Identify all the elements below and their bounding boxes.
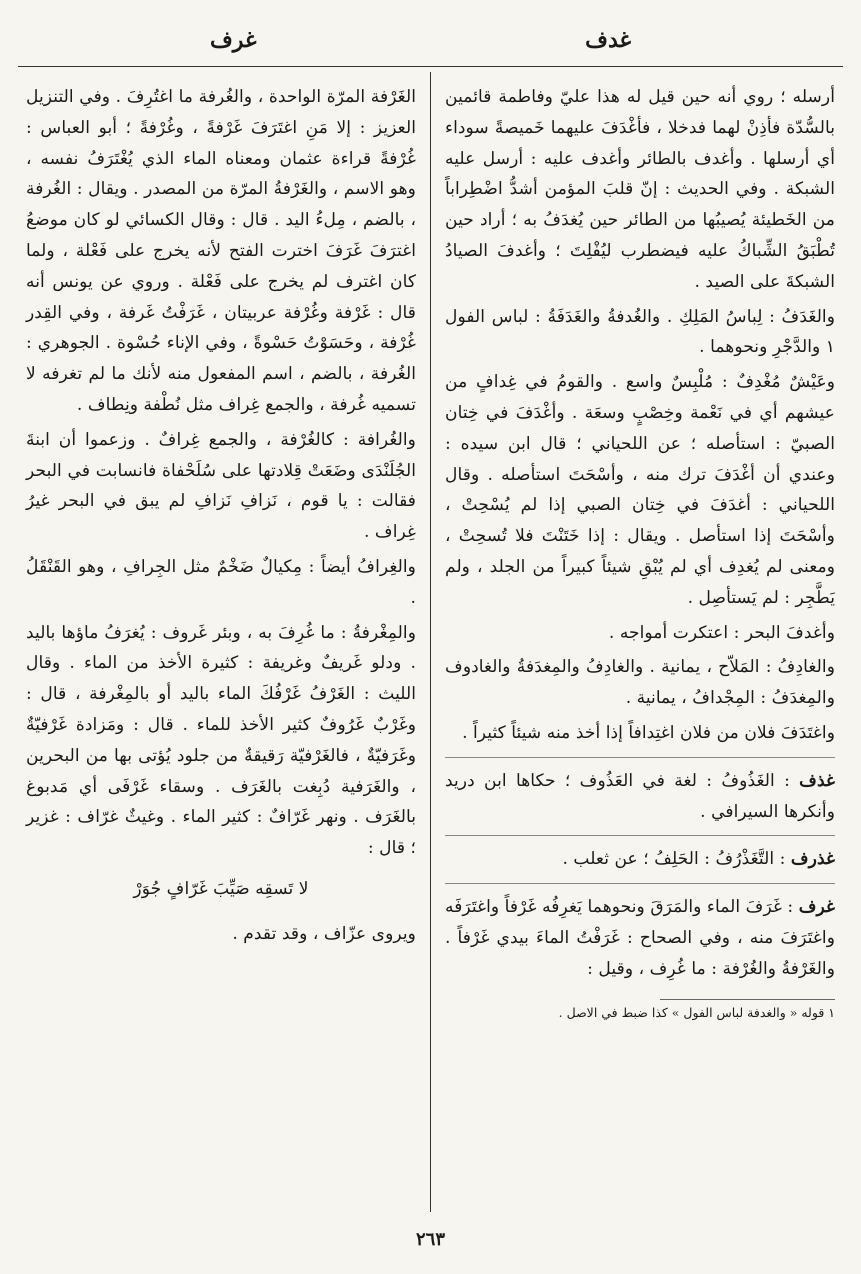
column-divider	[430, 72, 431, 1212]
entry-text: : الغَذُوفُ : لغة في العَذُوف ؛ حكاها ابن دريد وأنكرها السيرافي .	[445, 770, 835, 822]
right-column	[431, 72, 843, 1212]
paragraph: والغَدَفُ : لِباسُ المَلِكِ . والغُدفةُ والغَدَفَةُ : لباس الفول ١ والدَّجْرِ ونحوهما .	[445, 306, 835, 358]
paragraph: الغَرْفة المرّة الواحدة ، والغُرفة ما اغتُرِفَ . وفي التنزيل العزيز : إلا مَنِ اغتَرَفَ غَرْفةً ، وغُرْفةً ؛ أبو العباس : غُرْفةً قراءة عثمان ومعناه الماء الذي يُغْتَرَفُ نفسه ، وهو الاسم ، والغَرْفةُ المرّة من المصدر . ويقال : الغُرفة ، بالضم ، مِلءُ اليد . قال : وقال الكسائي لو كان موضعُ اغترَفَ غَرَفَ اخترت الفتح لأنه يخرج على فَعْلة ، ولما كان اغترف لم يخرج على فَعْلة . وروي عن يونس أنه قال : غَرْفة وغُرْفة عربيتان ، غَرَفْتُ غَرفة ، وفي القِدر غُرْفة ، وحَسَوْتُ حَسْوةً ، وفي الإناء حُسْوة . الجوهري : الغُرفة ، بالضم ، اسم المفعول منه لأنك ما لم تغرفه لا تسميه غُرفة ، والجمع غِراف مثل نُطْفة ونِطاف .	[26, 87, 416, 415]
entry	[445, 844, 835, 875]
paragraph: ويروى عزّاف ، وقد تقدم .	[232, 923, 416, 944]
header-left-word: غرف	[210, 27, 257, 53]
paragraph: وأغدفَ البحر : اعتكرت أمواجه .	[608, 622, 835, 643]
entry-separator	[445, 757, 835, 758]
header-rule	[18, 66, 843, 67]
page-number: ٢٦٣	[415, 1229, 445, 1250]
footnote: ١ قوله « والغدفة لباس الفول » كذا ضبط في الاصل .	[558, 1004, 835, 1020]
paragraph: والغِرافُ أيضاً : مِكيالٌ ضَخْمٌ مثل الجِرافِ ، وهو القَنْقَلُ .	[26, 556, 416, 608]
verse-line: لا تَسقِه صَيِّبَ غَرّافٍ جُوَرْ	[133, 878, 309, 899]
entry-headword: غذرف	[790, 849, 835, 870]
paragraph: أرسله ؛ روي أنه حين قيل له هذا عليّ وفاطمة قائمين بالسُّدّة فأذِنْ لهما فدخلا ، فأغْدَفَ عليهما خَميصةً سوداء أي أرسلها . وأغدف بالطائر وأغدف عليه : أرسل عليه الشبكة . وفي الحديث : إنّ قلبَ المؤمن أشدُّ اضْطِراباً من الخَطيئة يُصيبُها من الطائر حين يُغدَفُ به ؛ أراد حين تُطْبَقُ الشِّباكُ عليه فيضطرب ليُفْلِتَ ؛ وأغدفَ الصيادُ الشبكةَ على الصيد .	[445, 87, 835, 292]
entry-text: : التَّغَذْرُفُ : الحَلِفُ ؛ عن ثعلب .	[562, 849, 786, 870]
entry	[445, 766, 835, 828]
paragraph: واغتَدَفَ فلان من فلان اغتِدافاً إذا أخذ منه شيئاً كثيراً .	[462, 722, 835, 743]
footnote-rule	[660, 999, 836, 1000]
entry-headword: غذف	[799, 770, 835, 791]
left-column	[18, 72, 430, 1212]
running-header	[20, 22, 841, 58]
header-right-word: غدف	[585, 27, 631, 53]
paragraph: والمِغْرفةُ : ما غُرِفَ به ، وبئر غَروف : يُغرَفُ ماؤها باليد . ودلو غَريفٌ وغريفة : كثيرة الأخذ من الماء . وقال الليث : الغَرْفُ غَرْفُكَ الماء باليد أو بالمِغْرفة ، قال : وغَرْبٌ غَرُوفٌ كثير الأخذ للماء . قال : ومَزادة غَرْفيّةٌ وغَرَفيّةٌ ، فالغَرْفيّة رَقيقةٌ من جلود يُؤتى بها من البحرين ، والغَرَفية دُبِغت بالغَرَف . وسقاء غَرْفَى أي مَدبوغ بالغَرَف . ونهر غَرّافٌ : كثير الماء . وغيثٌ غرّاف : غزير ؛ قال :	[26, 622, 416, 859]
paragraph: والغُرافة : كالغُرْفة ، والجمع غِرافٌ . وزعموا أن ابنةَ الجُلَنْدَى وضَعَتْ قِلادتها على سُلَحْفاة فانسابت في البحر فقالت : يا قوم ، نَزافِ نَزافِ لم يبق في البحر غيرُ غِراف .	[26, 429, 416, 543]
paragraph: والغادِفُ : المَلاّح ، يمانية . والغادِفُ والمِغدَفةُ والغادوف والمِغدَفُ : المِجْدافُ ، يمانية .	[445, 657, 835, 709]
entry-headword: غرف	[798, 897, 836, 918]
entry	[445, 892, 835, 984]
entry-text: : غَرَفَ الماء والمَرَقَ ونحوهما يَغرِفُه غَرْفاً واغتَرَفَه واغتَرَفَ منه ، وفي الصحاح : غَرَفْتُ الماءَ بيدي غَرْفاً . والغَرْفةُ والغُرْفة : ما غُرِف ، وقيل :	[445, 897, 835, 979]
entry-separator	[445, 835, 835, 836]
text-columns	[18, 72, 843, 1212]
paragraph: وعَيْشٌ مُغْدِفٌ : مُلْبِسٌ واسع . والقومُ في غِدافٍ من عيشهم أي في نَعْمة وخِصْبٍ وسعَة . وأغْدَفَ في خِتان الصبيّ : استأصله ؛ عن اللحياني ؛ قال ابن سيده : وعندي أن أغْدَفَ ترك منه ، وأسْحَتَ استأصله . وقال اللحياني : أغدَفَ في خِتان الصبي إذا لم يُسْحِتْ ، وأسْحَتَ إذا استأصل . ويقال : إذا خَتَنْتَ فلا تُسحِتْ ، ومعنى لم يُغدِف أي لم يُبْقِ شيئاً كبيراً من الجلد ، ولم يَطَّجِر : لم يَستأصِل .	[445, 372, 835, 608]
entry-separator	[445, 883, 835, 884]
